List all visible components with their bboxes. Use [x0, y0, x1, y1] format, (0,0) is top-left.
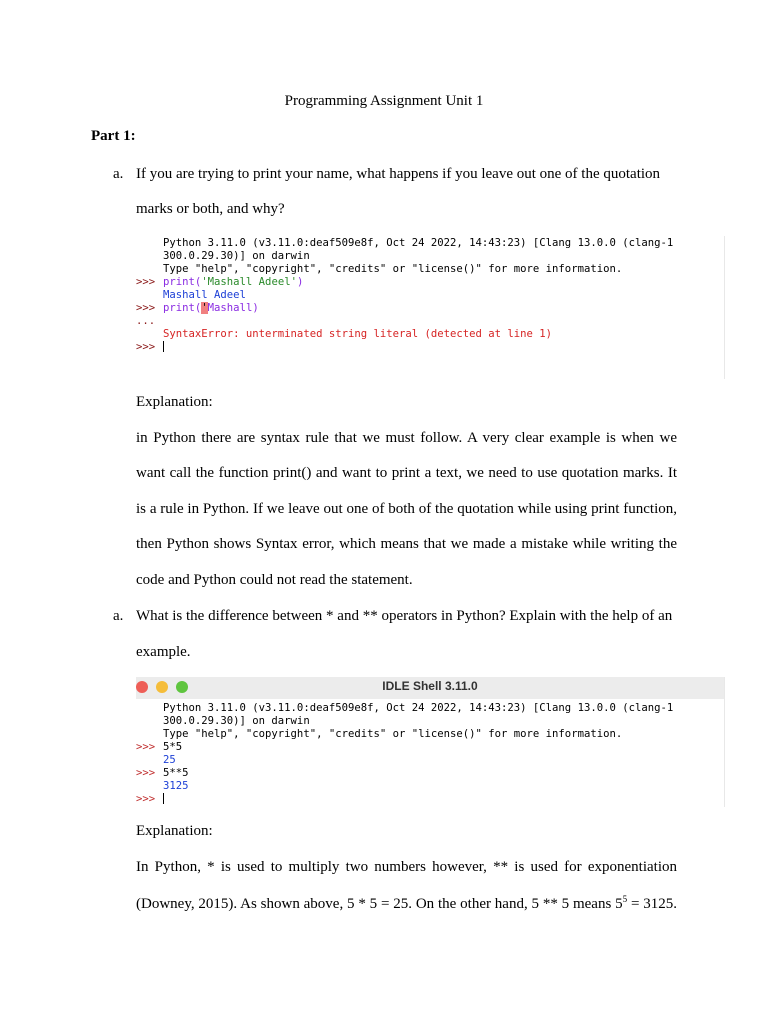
question-1-line-1: If you are trying to print your name, what happens if you leave out one of the quotation — [136, 166, 661, 182]
shell-token: Mashall Adeel — [163, 289, 246, 301]
shell-line — [136, 754, 724, 767]
text-cursor — [163, 793, 164, 804]
shell-code — [163, 728, 622, 741]
shell-prompt: >>> — [136, 276, 156, 288]
shell-prompt: >>> — [136, 767, 156, 779]
shell-code — [163, 767, 189, 780]
shell-prompt: >>> — [136, 302, 156, 314]
shell-code — [163, 237, 673, 250]
text-cursor — [163, 341, 164, 352]
explanation-2-heading: Explanation: — [136, 823, 213, 839]
shell-line — [136, 302, 724, 315]
shell-token: 3125 — [163, 780, 189, 792]
shell-token: ' — [201, 302, 208, 314]
explanation-2-line-2 — [136, 894, 677, 929]
shell-token: 5**5 — [163, 767, 189, 779]
shell-line — [136, 715, 724, 728]
explanation-1-line: then Python shows Syntax error, which means that we made a mistake while writing the — [136, 536, 677, 552]
explanation-2-line-1: In Python, * is used to multiply two numbers however, ** is used for exponentiation — [136, 859, 677, 875]
explanation-2-line-2-end: = 3125. — [627, 896, 677, 912]
shell-token: Mashall) — [207, 302, 259, 314]
shell-code — [163, 289, 246, 302]
question-2-line-2: example. — [136, 644, 191, 660]
shell-code — [163, 715, 310, 728]
explanation-1-line: code and Python could not read the statement. — [136, 572, 413, 588]
shell-code — [163, 263, 622, 276]
shell-line — [136, 237, 724, 250]
shell-token: 5*5 — [163, 741, 183, 753]
shell-token: Type "help", "copyright", "credits" or "license()" for more information. — [163, 263, 623, 275]
shell-line — [136, 289, 724, 302]
part-heading: Part 1: — [91, 128, 136, 144]
shell-token: Python 3.11.0 (v3.11.0:deaf509e8f, Oct 24 2022, 14:43:23) [Clang 13.0.0 (clang-1 — [163, 702, 674, 714]
shell-code — [163, 341, 164, 355]
shell-token: Type "help", "copyright", "credits" or "license()" for more information. — [163, 728, 623, 740]
shell-line — [136, 793, 724, 806]
document-title: Programming Assignment Unit 1 — [284, 93, 484, 109]
explanation-2-line-2-text: (Downey, 2015). As shown above, 5 * 5 = 25. On the other hand, 5 ** 5 means 5 — [136, 896, 623, 912]
shell-code — [163, 702, 673, 715]
shell-code — [163, 328, 552, 341]
shell-code — [163, 754, 176, 767]
shell-line — [136, 315, 724, 328]
shell-prompt: >>> — [136, 793, 156, 805]
explanation-1-paragraph — [136, 430, 677, 607]
explanation-1-heading: Explanation: — [136, 394, 213, 410]
shell-line — [136, 328, 724, 341]
idle-window-title: IDLE Shell 3.11.0 — [382, 679, 478, 693]
shell-token: SyntaxError: unterminated string literal (detected at line 1) — [163, 328, 553, 340]
shell-line — [136, 780, 724, 793]
shell-token: print( — [163, 276, 202, 288]
shell-prompt: >>> — [136, 741, 156, 753]
shell-prompt: ... — [136, 315, 156, 327]
shell-line — [136, 250, 724, 263]
shell-line — [136, 702, 724, 715]
question-2-line-1: What is the difference between * and ** operators in Python? Explain with the help of an — [136, 608, 673, 624]
shell-token: ) — [296, 276, 304, 288]
idle-shell-output — [136, 699, 724, 806]
shell-code — [163, 741, 182, 754]
shell-token: 25 — [163, 754, 176, 766]
shell-code — [163, 780, 189, 793]
shell-token: 'Mashall Adeel' — [201, 276, 297, 288]
idle-shell-screenshot-2 — [136, 677, 725, 807]
idle-window-titlebar — [136, 677, 724, 699]
shell-line — [136, 341, 724, 354]
explanation-1-line: is a rule in Python. If we leave out one of both of the quotation while using print function, — [136, 501, 677, 517]
exponent-superscript: 5 — [622, 894, 628, 904]
question-2-label: a. — [113, 608, 124, 624]
shell-token: print( — [163, 302, 202, 314]
explanation-1-line: want call the function print() and want to print a text, we need to use quotation marks. It — [136, 465, 677, 481]
shell-line — [136, 276, 724, 289]
python-shell-screenshot-1 — [136, 236, 725, 379]
shell-line — [136, 767, 724, 780]
shell-code — [163, 276, 303, 289]
shell-token: Python 3.11.0 (v3.11.0:deaf509e8f, Oct 24 2022, 14:43:23) [Clang 13.0.0 (clang-1 — [163, 237, 674, 249]
shell-token: 300.0.29.30)] on darwin — [163, 715, 310, 727]
shell-line — [136, 728, 724, 741]
shell-prompt: >>> — [136, 341, 156, 353]
question-1-label: a. — [113, 166, 124, 182]
shell-token: 300.0.29.30)] on darwin — [163, 250, 310, 262]
shell-code — [163, 302, 259, 315]
shell-line — [136, 263, 724, 276]
explanation-2-paragraph — [136, 859, 677, 929]
question-1-line-2: marks or both, and why? — [136, 201, 285, 217]
shell-code — [163, 793, 164, 807]
shell-code — [163, 250, 310, 263]
shell-line — [136, 741, 724, 754]
explanation-1-line: in Python there are syntax rule that we must follow. A very clear example is when we — [136, 430, 677, 446]
